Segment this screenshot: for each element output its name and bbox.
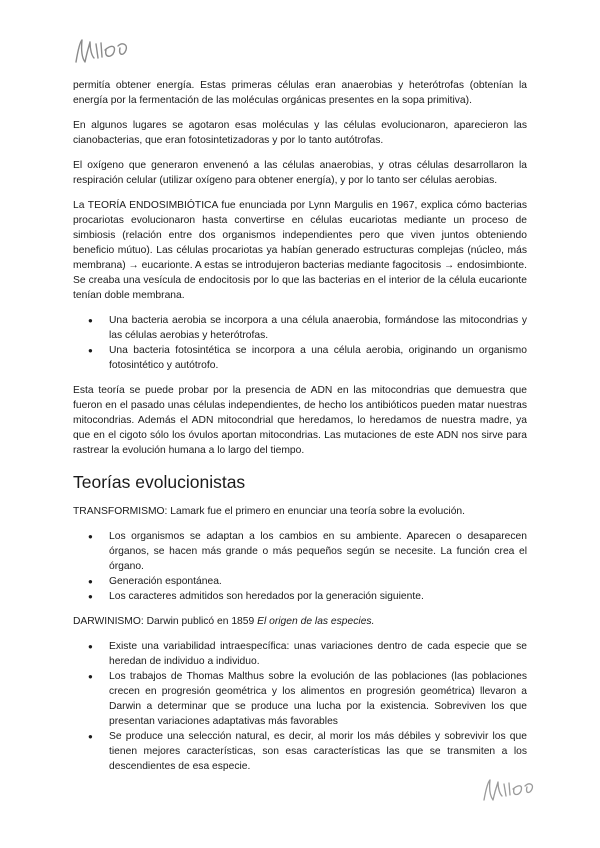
list-item: ● Existe una variabilidad intraespecífica: unas variaciones dentro de cada especie que se heredan de individuo a individuo. [109,639,527,669]
endosymbiosis-list [73,313,527,373]
transformismo-intro: TRANSFORMISMO: Lamark fue el primero en enunciar una teoría sobre la evolución. [73,506,466,517]
darwinismo-list [73,639,527,774]
document-body [73,78,527,784]
list-item: ● Los caracteres admitidos son heredados por la generación siguiente. [109,589,527,604]
section-heading: Teorías evolucionistas [73,472,246,492]
intro-paragraph-3: El oxígeno que generaron envenenó a las células anaerobias, y otras células desarrollaron la respiración celular (utilizar oxígeno para obtener energía), y por lo tanto ser células aerobias. [73,160,527,186]
list-item: ● Los organismos se adaptan a los cambios en su ambiente. Aparecen o desaparecen órganos, se hacen más grande o más pequeños según se necesite. La función crea el órgano. [109,529,527,574]
mitochondrial-dna-paragraph: Esta teoría se puede probar por la presencia de ADN en las mitocondrias que demuestra que fueron en el pasado unas células independientes, de hecho los antibióticos pueden matar nuestras mitocondrias. Además el ADN mitocondrial que heredamos, lo heredamos de nuestra madre, ya que en el cigoto sólo los óvulos aportan mitocondrias. Las mutaciones de este ADN nos sirve para rastrear la evolución humana a lo largo del tiempo. [73,385,527,456]
intro-paragraph-2: En algunos lugares se agotaron esas moléculas y las células evolucionaron, aparecieron las cianobacterias, que eran fotosintetizadoras y por lo tanto autótrofas. [73,120,527,146]
signature-top [72,36,134,70]
transformismo-list [73,529,527,604]
book-title: El origen de las especies. [257,616,375,627]
list-item: ● Una bacteria aerobia se incorpora a una célula anaerobia, formándose las mitocondrias y las células aerobias y heterótrofas. [109,313,527,343]
darwinismo-intro-prefix: DARWINISMO: Darwin publicó en 1859 [73,616,258,627]
darwinismo-intro [73,614,527,629]
intro-paragraph-1: permitía obtener energía. Estas primeras células eran anaerobias y heterótrofas (obtenían la energía por la fermentación de las moléculas orgánicas presentes en la sopa primitiva). [73,80,527,106]
list-item: ● Una bacteria fotosintética se incorpora a una célula aerobia, originando un organismo fotosintético y autótrofo. [109,343,527,373]
list-item: ● Generación espontánea. [109,574,527,589]
list-item: ● Los trabajos de Thomas Malthus sobre la evolución de las poblaciones (las poblaciones crecen en progresión geométrica y los alimentos en progresión geométrica) llevaron a Darwin a determinar que se produce una lucha por la existencia. Sobreviven los que presentan variaciones adaptativas más favorables [109,669,527,729]
endosymbiotic-theory-paragraph: La TEORÍA ENDOSIMBIÓTICA fue enunciada por Lynn Margulis en 1967, explica cómo bacterias procariotas evolucionaron hasta convertirse en células eucariotas mediante un proceso de simbiosis (relación entre dos organismos independientes pero que viven juntos obteniendo beneficio mútuo). Las células procariotas ya habían generado estructuras complejas (núcleo, más membrana) → eucarionte. A estas se introdujeron bacterias mediante fagocitosis → endosimbionte. Se creaba una vesícula de endocitosis por lo que las bacterias en el interior de la célula eucarionte tenían doble membrana. [73,200,527,301]
list-item: ● Se produce una selección natural, es decir, al morir los más débiles y sobrevivir los que tienen mejores características, son esas características las que se transmiten a los descendientes de esa especie. [109,729,527,774]
signature-bottom [480,776,538,806]
